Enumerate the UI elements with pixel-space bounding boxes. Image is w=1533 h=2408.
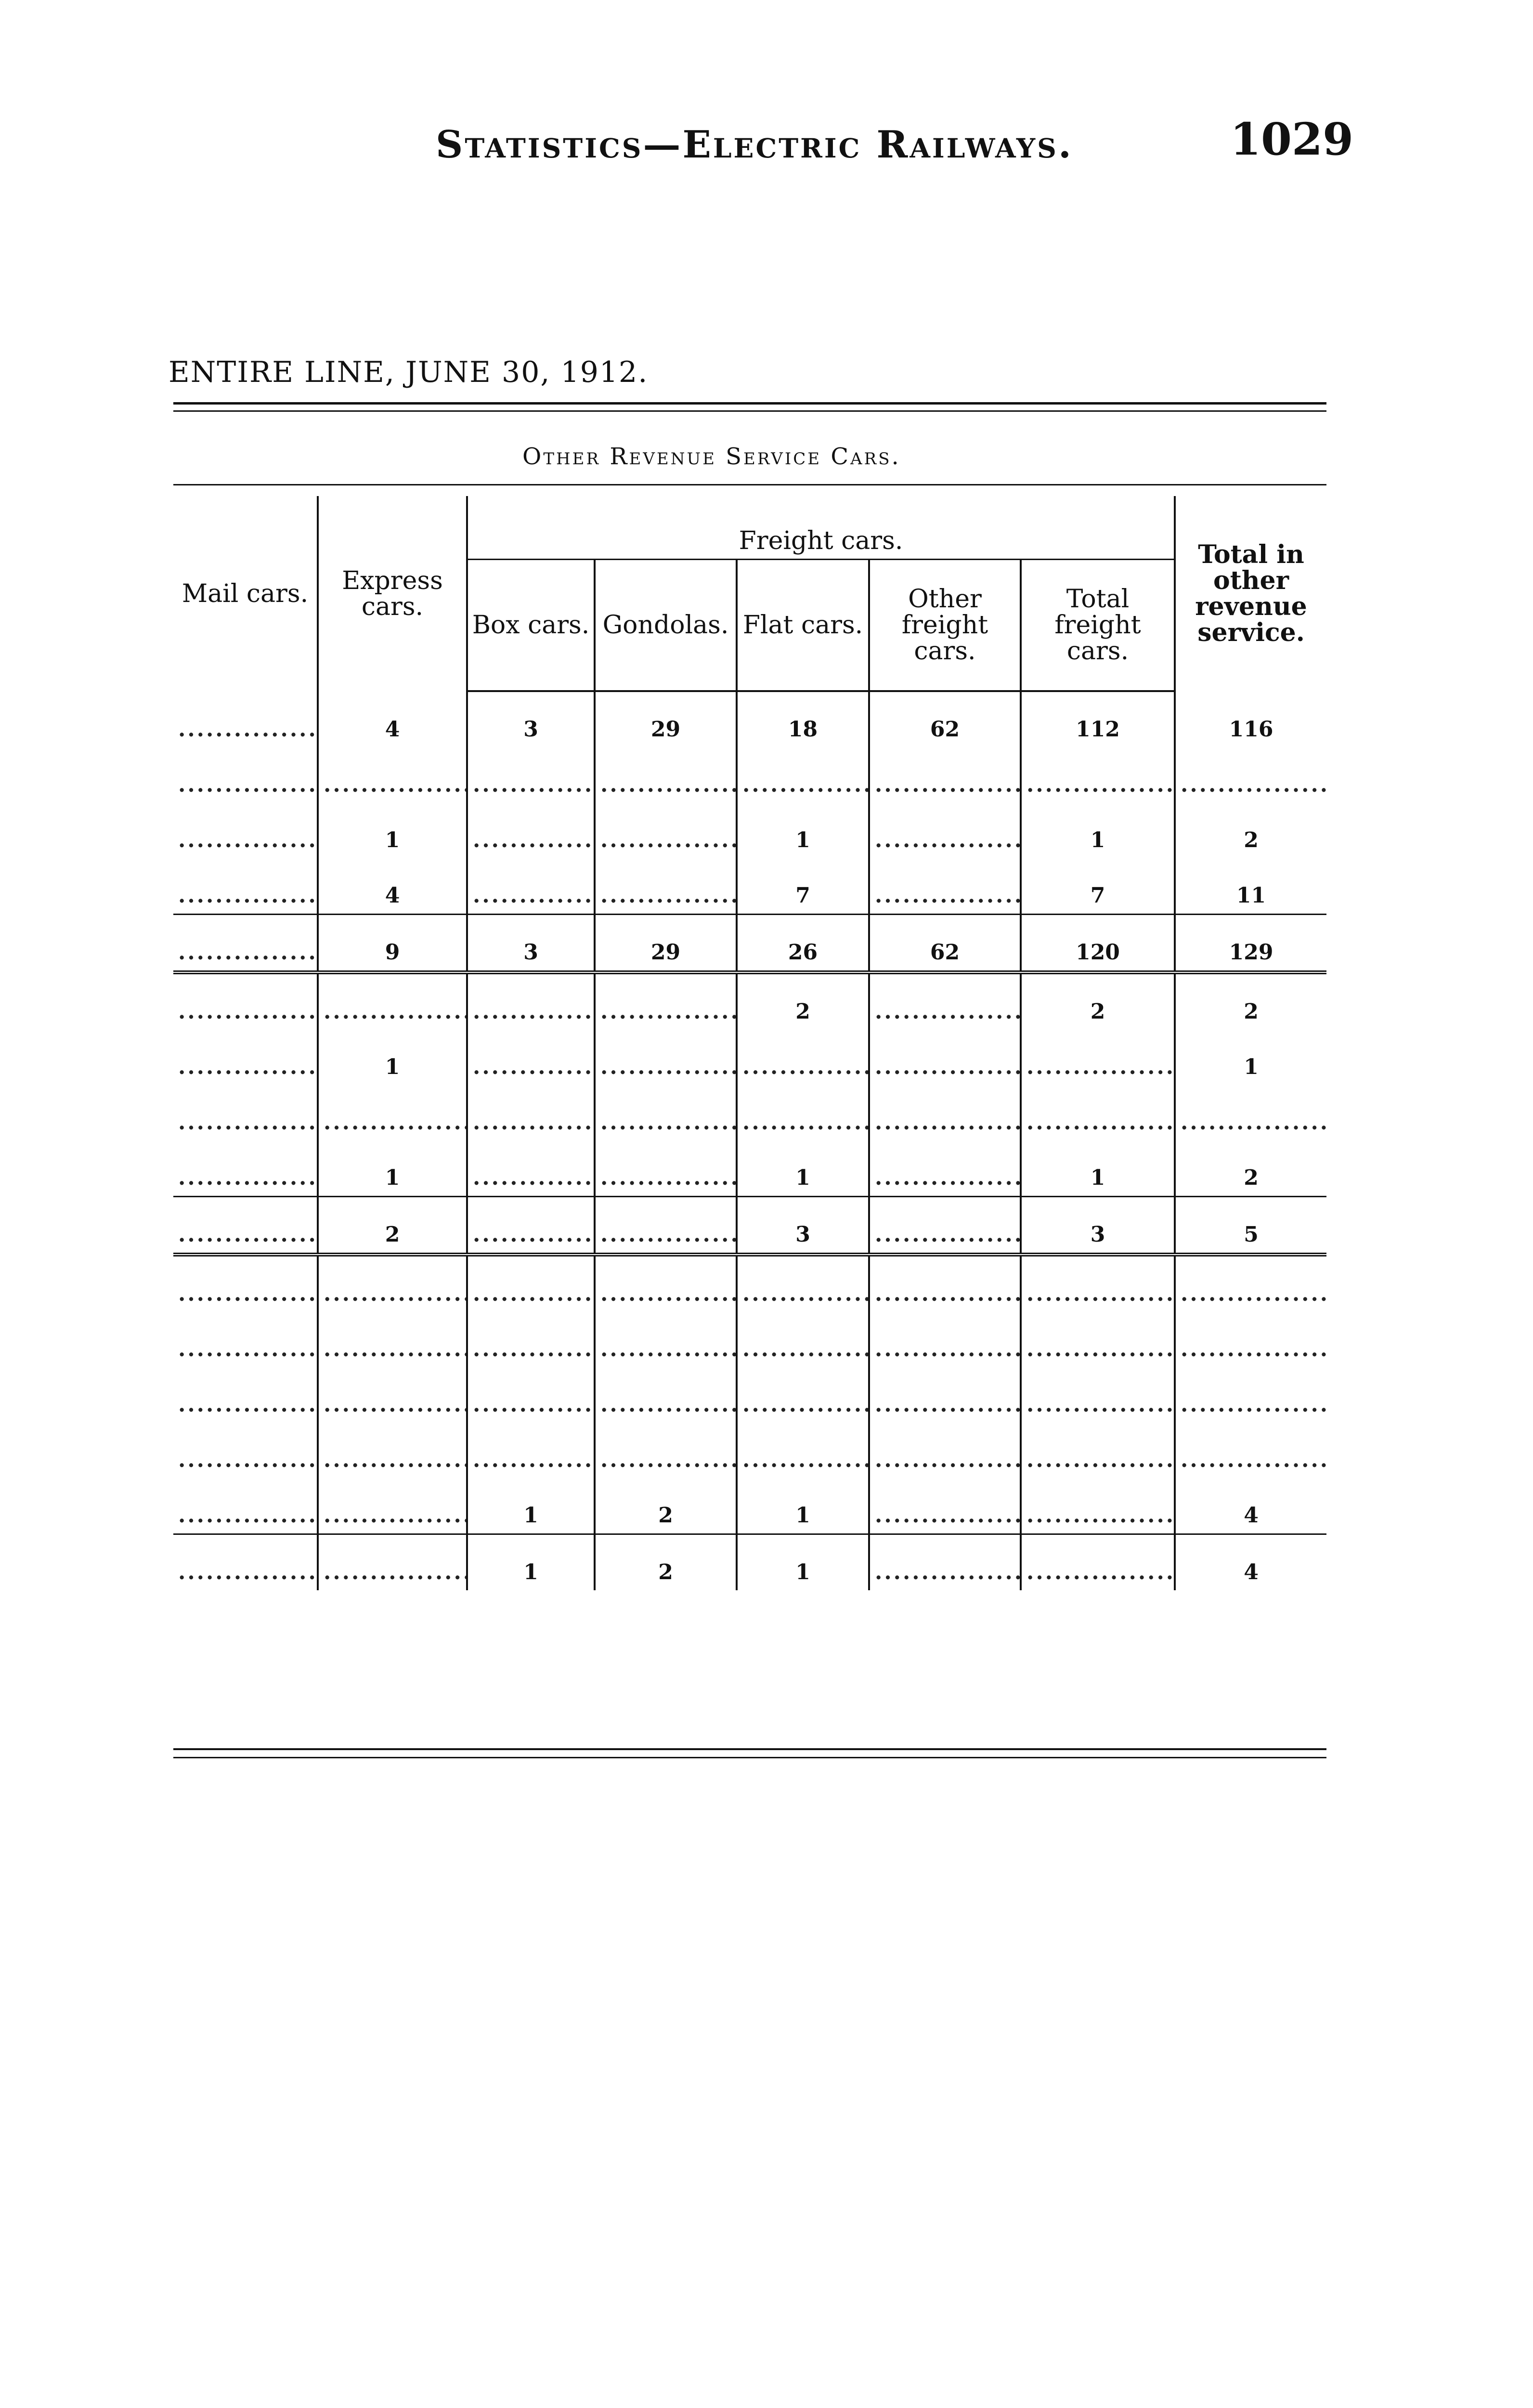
table-cell bbox=[173, 747, 318, 803]
table-body bbox=[173, 691, 1326, 1590]
col-header-flat: Flat cars. bbox=[737, 560, 869, 692]
table-cell: 1 bbox=[1021, 1140, 1175, 1197]
table-cell: 4 bbox=[318, 691, 467, 747]
table-cell bbox=[173, 1030, 318, 1085]
table-cell: 5 bbox=[1175, 1197, 1326, 1255]
table-cell bbox=[869, 1197, 1021, 1255]
table-cell bbox=[173, 858, 318, 915]
table-cell bbox=[1021, 1534, 1175, 1591]
table-cell bbox=[595, 1423, 737, 1478]
table-cell: 1 bbox=[467, 1534, 595, 1591]
table-cell bbox=[173, 1140, 318, 1197]
table-cell bbox=[318, 1423, 467, 1478]
table-cell bbox=[318, 1255, 467, 1312]
table-cell bbox=[869, 1030, 1021, 1085]
table-cell: 1 bbox=[737, 1478, 869, 1534]
table-cell bbox=[1175, 1255, 1326, 1312]
table-cell bbox=[737, 1255, 869, 1312]
table-cell bbox=[595, 1367, 737, 1423]
table-cell: 29 bbox=[595, 915, 737, 973]
table-cell: 3 bbox=[467, 915, 595, 973]
table-cell: 2 bbox=[595, 1534, 737, 1591]
table-cell bbox=[1175, 1085, 1326, 1140]
table-cell bbox=[173, 972, 318, 1030]
table-row bbox=[173, 972, 1326, 1030]
table-cell bbox=[467, 803, 595, 858]
table-cell bbox=[318, 1478, 467, 1534]
table-cell bbox=[869, 747, 1021, 803]
table-cell: 116 bbox=[1175, 691, 1326, 747]
table-cell: 1 bbox=[737, 803, 869, 858]
table-cell bbox=[1175, 747, 1326, 803]
table-cell bbox=[467, 972, 595, 1030]
table-cell bbox=[737, 1312, 869, 1367]
table-cell bbox=[869, 972, 1021, 1030]
group-rule bbox=[173, 484, 1326, 485]
table-cell: 4 bbox=[1175, 1534, 1326, 1591]
table-cell: 3 bbox=[467, 691, 595, 747]
col-header-total-freight: Total freight cars. bbox=[1021, 560, 1175, 692]
table-row bbox=[173, 1255, 1326, 1312]
table-cell bbox=[467, 1255, 595, 1312]
table-cell: 4 bbox=[1175, 1478, 1326, 1534]
table-cell bbox=[737, 1423, 869, 1478]
table-cell bbox=[173, 1255, 318, 1312]
table-cell: 7 bbox=[1021, 858, 1175, 915]
table-cell: 120 bbox=[1021, 915, 1175, 973]
table-cell: 4 bbox=[318, 858, 467, 915]
table-cell bbox=[318, 747, 467, 803]
table-cell: 2 bbox=[318, 1197, 467, 1255]
table-cell: 11 bbox=[1175, 858, 1326, 915]
table-total-row bbox=[173, 1197, 1326, 1255]
table-cell bbox=[737, 747, 869, 803]
table-cell: 26 bbox=[737, 915, 869, 973]
table-cell: 29 bbox=[595, 691, 737, 747]
statistics-table bbox=[173, 496, 1326, 1590]
table-cell bbox=[1175, 1312, 1326, 1367]
table-cell bbox=[869, 1255, 1021, 1312]
table-cell bbox=[1021, 1255, 1175, 1312]
table-cell bbox=[595, 1085, 737, 1140]
col-header-total-other: Total in other revenue service. bbox=[1175, 496, 1326, 691]
table-cell: 3 bbox=[737, 1197, 869, 1255]
table-cell bbox=[737, 1030, 869, 1085]
table-cell: 2 bbox=[1175, 803, 1326, 858]
table-cell: 1 bbox=[1021, 803, 1175, 858]
table-cell bbox=[1021, 1030, 1175, 1085]
table-total-row bbox=[173, 915, 1326, 973]
table-row bbox=[173, 1478, 1326, 1534]
table-cell bbox=[869, 1312, 1021, 1367]
table-cell bbox=[595, 1140, 737, 1197]
table-cell: 2 bbox=[1175, 972, 1326, 1030]
table-cell bbox=[467, 1312, 595, 1367]
table-cell: 62 bbox=[869, 691, 1021, 747]
table-row bbox=[173, 1140, 1326, 1197]
table-cell bbox=[173, 803, 318, 858]
table-cell: 2 bbox=[1021, 972, 1175, 1030]
table-cell bbox=[869, 1534, 1021, 1591]
table-cell bbox=[595, 858, 737, 915]
statistics-table-wrap bbox=[173, 496, 1326, 1590]
table-row bbox=[173, 1030, 1326, 1085]
table-cell bbox=[595, 1030, 737, 1085]
table-cell: 3 bbox=[1021, 1197, 1175, 1255]
table-cell bbox=[467, 747, 595, 803]
table-cell bbox=[869, 1140, 1021, 1197]
table-cell bbox=[173, 1312, 318, 1367]
table-cell bbox=[595, 972, 737, 1030]
table-row bbox=[173, 858, 1326, 915]
table-cell bbox=[737, 1085, 869, 1140]
table-cell: 2 bbox=[1175, 1140, 1326, 1197]
table-cell bbox=[318, 1312, 467, 1367]
table-cell bbox=[318, 1534, 467, 1591]
table-cell: 1 bbox=[737, 1534, 869, 1591]
page-header bbox=[0, 113, 1533, 181]
table-cell bbox=[467, 1085, 595, 1140]
table-cell bbox=[595, 1312, 737, 1367]
table-cell bbox=[173, 1085, 318, 1140]
top-rule bbox=[173, 402, 1326, 405]
table-cell bbox=[1021, 1085, 1175, 1140]
table-cell bbox=[318, 1085, 467, 1140]
table-cell bbox=[173, 1478, 318, 1534]
table-row bbox=[173, 1367, 1326, 1423]
table-cell bbox=[869, 858, 1021, 915]
table-row bbox=[173, 691, 1326, 747]
table-cell bbox=[595, 747, 737, 803]
table-cell bbox=[318, 972, 467, 1030]
table-group-title: Other Revenue Service Cars. bbox=[522, 443, 901, 470]
table-total-row bbox=[173, 1534, 1326, 1591]
table-cell bbox=[1021, 1478, 1175, 1534]
table-cell bbox=[1175, 1367, 1326, 1423]
table-cell: 129 bbox=[1175, 915, 1326, 973]
table-cell bbox=[467, 1367, 595, 1423]
table-cell bbox=[1021, 1423, 1175, 1478]
table-cell: 2 bbox=[595, 1478, 737, 1534]
table-cell: 112 bbox=[1021, 691, 1175, 747]
top-rule-thin bbox=[173, 410, 1326, 412]
table-row bbox=[173, 747, 1326, 803]
table-cell bbox=[173, 1367, 318, 1423]
table-cell bbox=[869, 803, 1021, 858]
table-row bbox=[173, 1085, 1326, 1140]
table-cell bbox=[173, 1534, 318, 1591]
col-header-other-freight: Other freight cars. bbox=[869, 560, 1021, 692]
running-title: Statistics—Electric Railways. bbox=[436, 123, 1074, 167]
table-cell bbox=[595, 803, 737, 858]
table-row bbox=[173, 1312, 1326, 1367]
table-cell: 2 bbox=[737, 972, 869, 1030]
table-cell: 9 bbox=[318, 915, 467, 973]
table-cell bbox=[1021, 1312, 1175, 1367]
table-cell: 62 bbox=[869, 915, 1021, 973]
table-cell bbox=[1175, 1423, 1326, 1478]
bottom-rule-thin bbox=[173, 1757, 1326, 1758]
col-header-mail: Mail cars. bbox=[182, 579, 309, 608]
col-header-box: Box cars. bbox=[467, 560, 595, 692]
table-cell: 18 bbox=[737, 691, 869, 747]
table-cell: 7 bbox=[737, 858, 869, 915]
col-header-express: Express cars. bbox=[318, 496, 467, 691]
table-cell: 1 bbox=[318, 803, 467, 858]
table-cell bbox=[869, 1478, 1021, 1534]
table-row bbox=[173, 803, 1326, 858]
table-cell bbox=[595, 1197, 737, 1255]
table-row bbox=[173, 1423, 1326, 1478]
table-cell bbox=[173, 1423, 318, 1478]
col-header-freight-group: Freight cars. bbox=[467, 496, 1175, 560]
table-cell: 1 bbox=[467, 1478, 595, 1534]
page-number: 1029 bbox=[1230, 113, 1354, 165]
table-cell bbox=[869, 1367, 1021, 1423]
table-cell: 1 bbox=[318, 1030, 467, 1085]
table-cell bbox=[467, 858, 595, 915]
table-cell bbox=[1021, 747, 1175, 803]
table-cell bbox=[173, 691, 318, 747]
table-cell bbox=[318, 1367, 467, 1423]
table-cell: 1 bbox=[737, 1140, 869, 1197]
table-cell bbox=[595, 1255, 737, 1312]
table-cell bbox=[1021, 1367, 1175, 1423]
table-cell bbox=[467, 1197, 595, 1255]
table-cell: 1 bbox=[318, 1140, 467, 1197]
table-cell bbox=[173, 1197, 318, 1255]
bottom-rule bbox=[173, 1748, 1326, 1750]
table-cell bbox=[467, 1140, 595, 1197]
table-cell bbox=[467, 1423, 595, 1478]
table-cell bbox=[869, 1423, 1021, 1478]
col-header-gondolas: Gondolas. bbox=[595, 560, 737, 692]
table-cell: 1 bbox=[1175, 1030, 1326, 1085]
section-caption: ENTIRE LINE, JUNE 30, 1912. bbox=[169, 355, 649, 389]
table-cell bbox=[737, 1367, 869, 1423]
table-cell bbox=[467, 1030, 595, 1085]
table-cell bbox=[173, 915, 318, 973]
table-cell bbox=[869, 1085, 1021, 1140]
